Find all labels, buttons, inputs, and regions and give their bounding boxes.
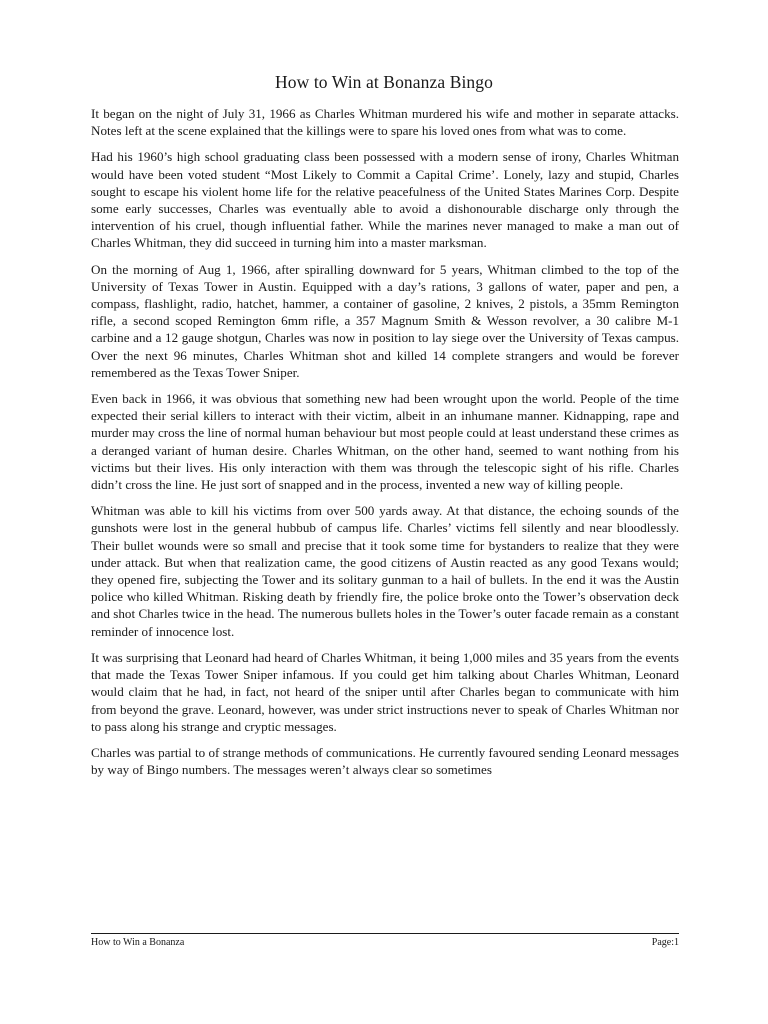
- paragraph: Whitman was able to kill his victims from over 500 yards away. At that distance, the echoing sounds of the gunshots were lost in the general hubbub of campus life. Charles’ victims fell silently and near bloodlessly. Their bullet wounds were so small and precise that it took some time for bystanders to realize that they were under attack. But when that realization came, the good citizens of Austin reacted as any good Texans would; they opened fire, subjecting the Tower and its solitary gunman to a hail of bullets. In the end it was the Austin police who killed Whitman. Risking death by friendly fire, the police broke onto the Tower’s observation deck and shot Charles twice in the head. The numerous bullets holes in the Tower’s outer facade remain as a constant reminder of innocence lost.: [91, 503, 679, 639]
- paragraph: On the morning of Aug 1, 1966, after spiralling downward for 5 years, Whitman climbed to the top of the University of Texas Tower in Austin. Equipped with a day’s rations, 3 gallons of water, paper and pen, a compass, flashlight, radio, hatchet, hammer, a container of gasoline, 2 knives, 2 pistols, a 35mm Remington rifle, a second scoped Remington 6mm rifle, a 357 Magnum Smith & Wesson revolver, a 30 calibre M-1 carbine and a 12 gauge shotgun, Charles was now in position to lay siege over the University of Texas campus. Over the next 96 minutes, Charles Whitman shot and killed 14 complete strangers and would be forever remembered as the Texas Tower Sniper.: [91, 261, 679, 380]
- paragraph: It was surprising that Leonard had heard of Charles Whitman, it being 1,000 miles and 35 years from the events that made the Texas Tower Sniper infamous. If you could get him talking about Charles Whitman, Leonard would claim that he had, in fact, not heard of the sniper until after Charles began to communicate with him from beyond the grave. Leonard, however, was under strict instructions never to speak of Charles Whitman nor to pass along his strange and cryptic messages.: [91, 649, 679, 734]
- paragraph: Even back in 1966, it was obvious that something new had been wrought upon the world. People of the time expected their serial killers to interact with their victim, albeit in an inhumane manner. Kidnapping, rape and murder may cross the line of normal human behaviour but most people could at least understand these crimes as a deranged variant of human desire. Charles Whitman, on the other hand, seemed to want nothing from his victims but their lives. His only interaction with them was through the telescopic sight of his rifle. Charles didn’t cross the line. He just sort of snapped and in the process, invented a new way of killing people.: [91, 391, 679, 493]
- footer-title: How to Win a Bonanza: [91, 937, 185, 948]
- paragraph: Charles was partial to of strange methods of communications. He currently favoured sending Leonard messages by way of Bingo numbers. The messages weren’t always clear so sometimes: [91, 744, 679, 778]
- footer-divider: [91, 933, 679, 934]
- page-number: Page:1: [651, 937, 679, 948]
- document-body: [91, 105, 679, 787]
- paragraph: Had his 1960’s high school graduating class been possessed with a modern sense of irony, Charles Whitman would have been voted student “Most Likely to Commit a Capital Crime’. Lonely, lazy and stupid, Charles sought to escape his violent home life for the relative peacefulness of the United States Marines Corp. Despite some early successes, Charles was eventually able to avoid a dishonourable discharge only through the intervention of his cruel, though influential father. While the marines never managed to make a man out of Charles Whitman, they did succeed in turning him into a master marksman.: [91, 149, 679, 251]
- document-title: How to Win at Bonanza Bingo: [275, 72, 493, 92]
- paragraph: It began on the night of July 31, 1966 as Charles Whitman murdered his wife and mother in separate attacks. Notes left at the scene explained that the killings were to spare his loved ones from what was to come.: [91, 106, 679, 139]
